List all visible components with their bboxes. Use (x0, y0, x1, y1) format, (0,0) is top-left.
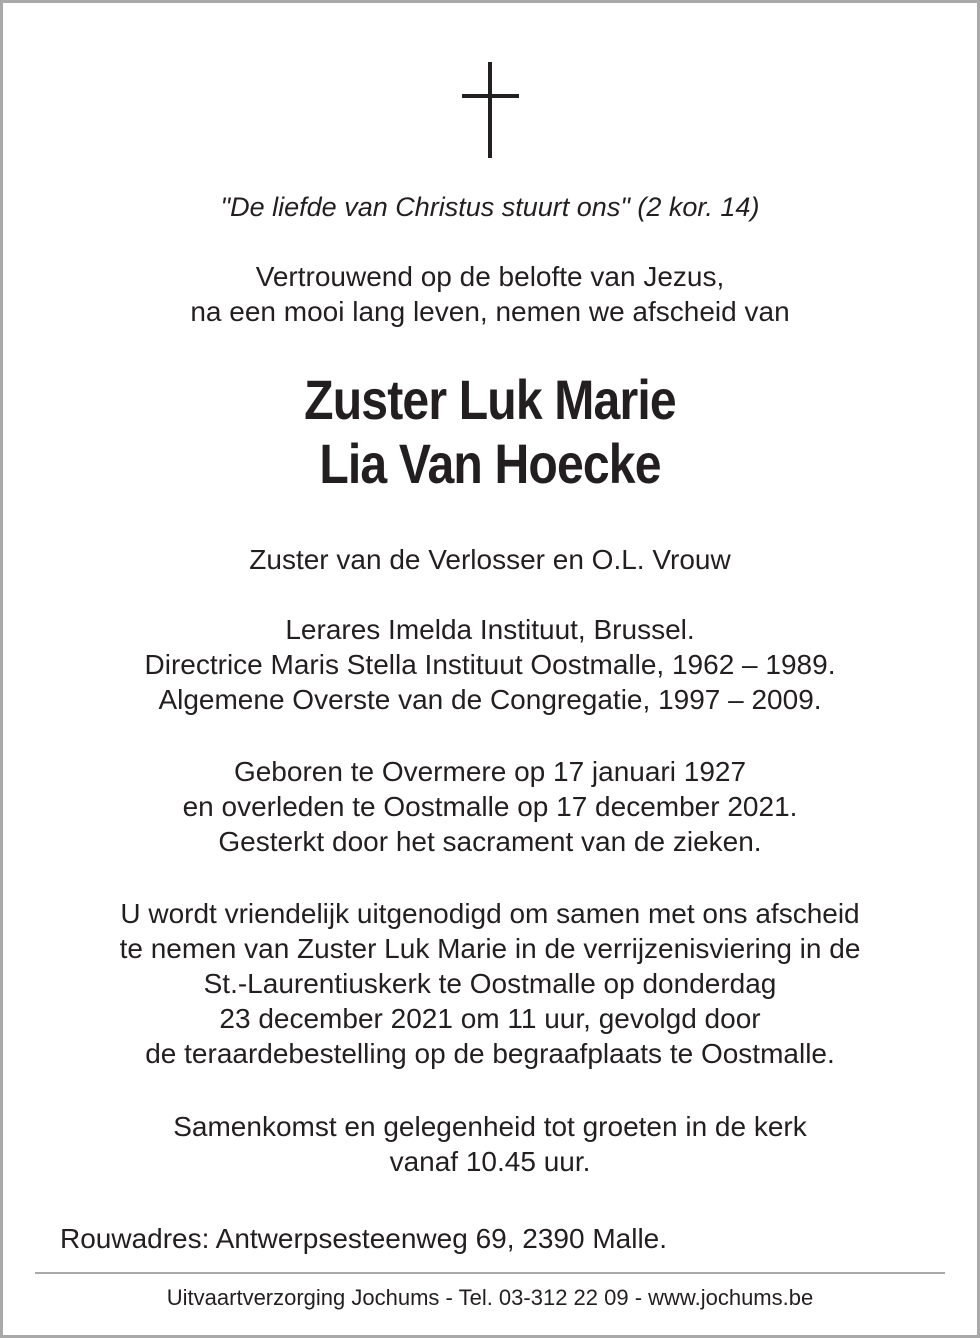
invitation-line: te nemen van Zuster Luk Marie in de verrijzenisviering in de (119, 933, 861, 964)
meeting-line: vanaf 10.45 uur. (389, 1146, 591, 1177)
cross-icon (460, 62, 520, 158)
invitation-text (0, 896, 980, 1071)
footer-divider (35, 1272, 945, 1274)
intro-line: Vertrouwend op de belofte van Jezus, (255, 261, 725, 292)
congregation-text: Zuster van de Verlosser en O.L. Vrouw (249, 544, 731, 575)
invitation-line: de teraardebestelling op de begraafplaats te Oostmalle. (145, 1038, 835, 1069)
meeting-text (0, 1109, 980, 1179)
mourning-address: Rouwadres: Antwerpsesteenweg 69, 2390 Malle. (60, 1223, 668, 1254)
cross-horizontal-bar (462, 94, 519, 98)
career-text (0, 612, 980, 717)
cross-vertical-bar (488, 62, 492, 158)
funeral-home-footer: Uitvaartverzorging Jochums - Tel. 03-312 22 09 - www.jochums.be (166, 1285, 814, 1310)
intro-text (0, 259, 980, 329)
invitation-line: St.-Laurentiuskerk te Oostmalle op donderdag (203, 968, 777, 999)
birth-death-line: Geboren te Overmere op 17 januari 1927 (233, 756, 747, 787)
birth-death-line: en overleden te Oostmalle op 17 december 2021. (182, 791, 798, 822)
birth-death-line: Gesterkt door het sacrament van de zieken. (218, 826, 762, 857)
civil-name: Lia Van Hoecke (319, 432, 661, 495)
career-line: Algemene Overste van de Congregatie, 1997 – 2009. (158, 684, 822, 715)
quote-text: "De liefde van Christus stuurt ons" (2 kor. 14) (220, 192, 760, 222)
religious-name: Zuster Luk Marie (304, 368, 676, 431)
intro-line: na een mooi lang leven, nemen we afscheid van (190, 296, 790, 327)
bible-quote (0, 190, 980, 225)
career-line: Lerares Imelda Instituut, Brussel. (285, 614, 695, 645)
deceased-name (69, 368, 912, 496)
meeting-line: Samenkomst en gelegenheid tot groeten in de kerk (173, 1111, 807, 1142)
career-line: Directrice Maris Stella Instituut Oostmalle, 1962 – 1989. (144, 649, 836, 680)
invitation-line: U wordt vriendelijk uitgenodigd om samen met ons afscheid (120, 898, 860, 929)
congregation (0, 542, 980, 577)
invitation-line: 23 december 2021 om 11 uur, gevolgd door (219, 1003, 761, 1034)
birth-death-text (0, 754, 980, 859)
